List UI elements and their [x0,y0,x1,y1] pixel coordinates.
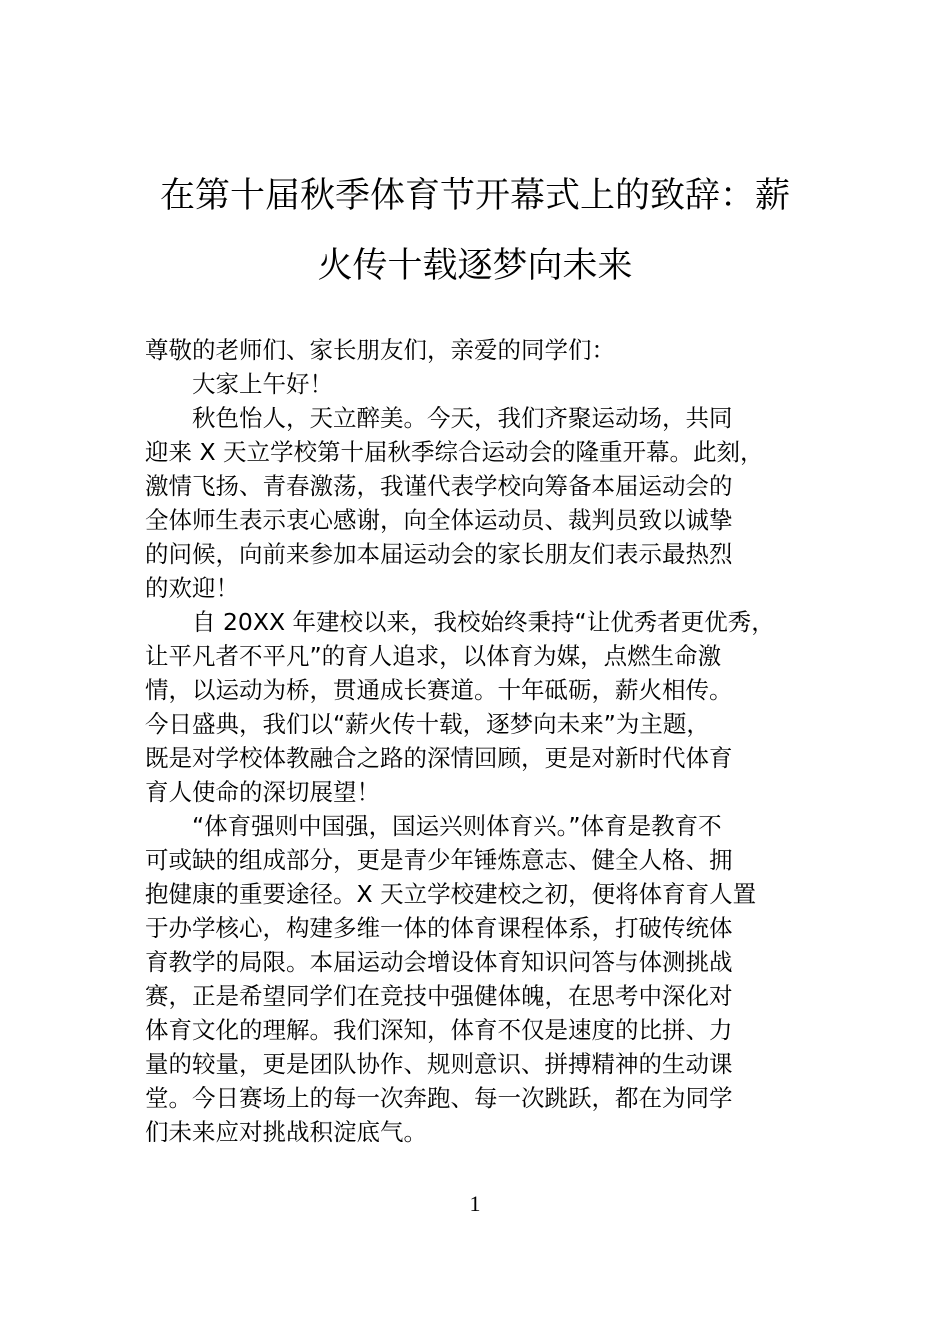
paragraph-line: 的欢迎！ [145,574,239,602]
paragraph-line: 体育文化的理解。我们深知，体育不仅是速度的比拼、力 [145,1016,733,1044]
document-title-line-1: 在第十届秋季体育节开幕式上的致辞：薪 [159,176,790,216]
paragraph-line: 激情飞扬、青春激荡，我谨代表学校向筹备本届运动会的 [145,472,733,500]
paragraph-line: 堂。今日赛场上的每一次奔跑、每一次跳跃，都在为同学 [145,1084,733,1112]
paragraph-2 [145,605,815,809]
paragraph-line: 育教学的局限。本届运动会增设体育知识问答与体测挑战 [145,948,733,976]
paragraph-line: 可或缺的组成部分，更是青少年锤炼意志、健全人格、拥 [145,846,733,874]
paragraph-line: 今日盛典，我们以“薪火传十载，逐梦向未来”为主题， [145,710,710,738]
paragraph-3 [145,809,815,1149]
paragraph-line: 于办学核心，构建多维一体的体育课程体系，打破传统体 [145,914,733,942]
paragraph-line: 的问候，向前来参加本届运动会的家长朋友们表示最热烈 [145,540,733,568]
paragraph-1 [145,401,815,605]
paragraph-line: 让平凡者不平凡”的育人追求，以体育为媒，点燃生命激 [145,642,722,670]
paragraph-line: 情，以运动为桥，贯通成长赛道。十年砥砺，薪火相传。 [145,676,733,704]
paragraph-line: “体育强则中国强，国运兴则体育兴。”体育是教育不 [192,812,722,840]
paragraph-line: 抱健康的重要途径。X 天立学校建校之初，便将体育育人置 [145,880,757,908]
page-number: 1 [469,1191,481,1216]
paragraph-line: 迎来 X 天立学校第十届秋季综合运动会的隆重开幕。此刻， [145,438,764,466]
paragraph-line: 育人使命的深切展望！ [145,778,380,806]
paragraph-line: 既是对学校体教融合之路的深情回顾，更是对新时代体育 [145,744,733,772]
paragraph-line: 量的较量，更是团队协作、规则意识、拼搏精神的生动课 [145,1050,733,1078]
paragraph-line: 们未来应对挑战积淀底气。 [145,1118,427,1146]
salutation-line: 大家上午好！ [192,370,333,398]
paragraph-line: 赛，正是希望同学们在竞技中强健体魄，在思考中深化对 [145,982,733,1010]
paragraph-line: 自 20XX 年建校以来，我校始终秉持“让优秀者更优秀， [192,608,775,636]
document-title-line-2: 火传十载逐梦向未来 [317,246,633,286]
paragraph-line: 全体师生表示衷心感谢，向全体运动员、裁判员致以诚挚 [145,506,733,534]
paragraph-line: 秋色怡人，天立醉美。今天，我们齐聚运动场，共同 [192,404,733,432]
greeting-line: 尊敬的老师们、家长朋友们，亲爱的同学们： [145,336,615,364]
document-body [145,333,815,1149]
